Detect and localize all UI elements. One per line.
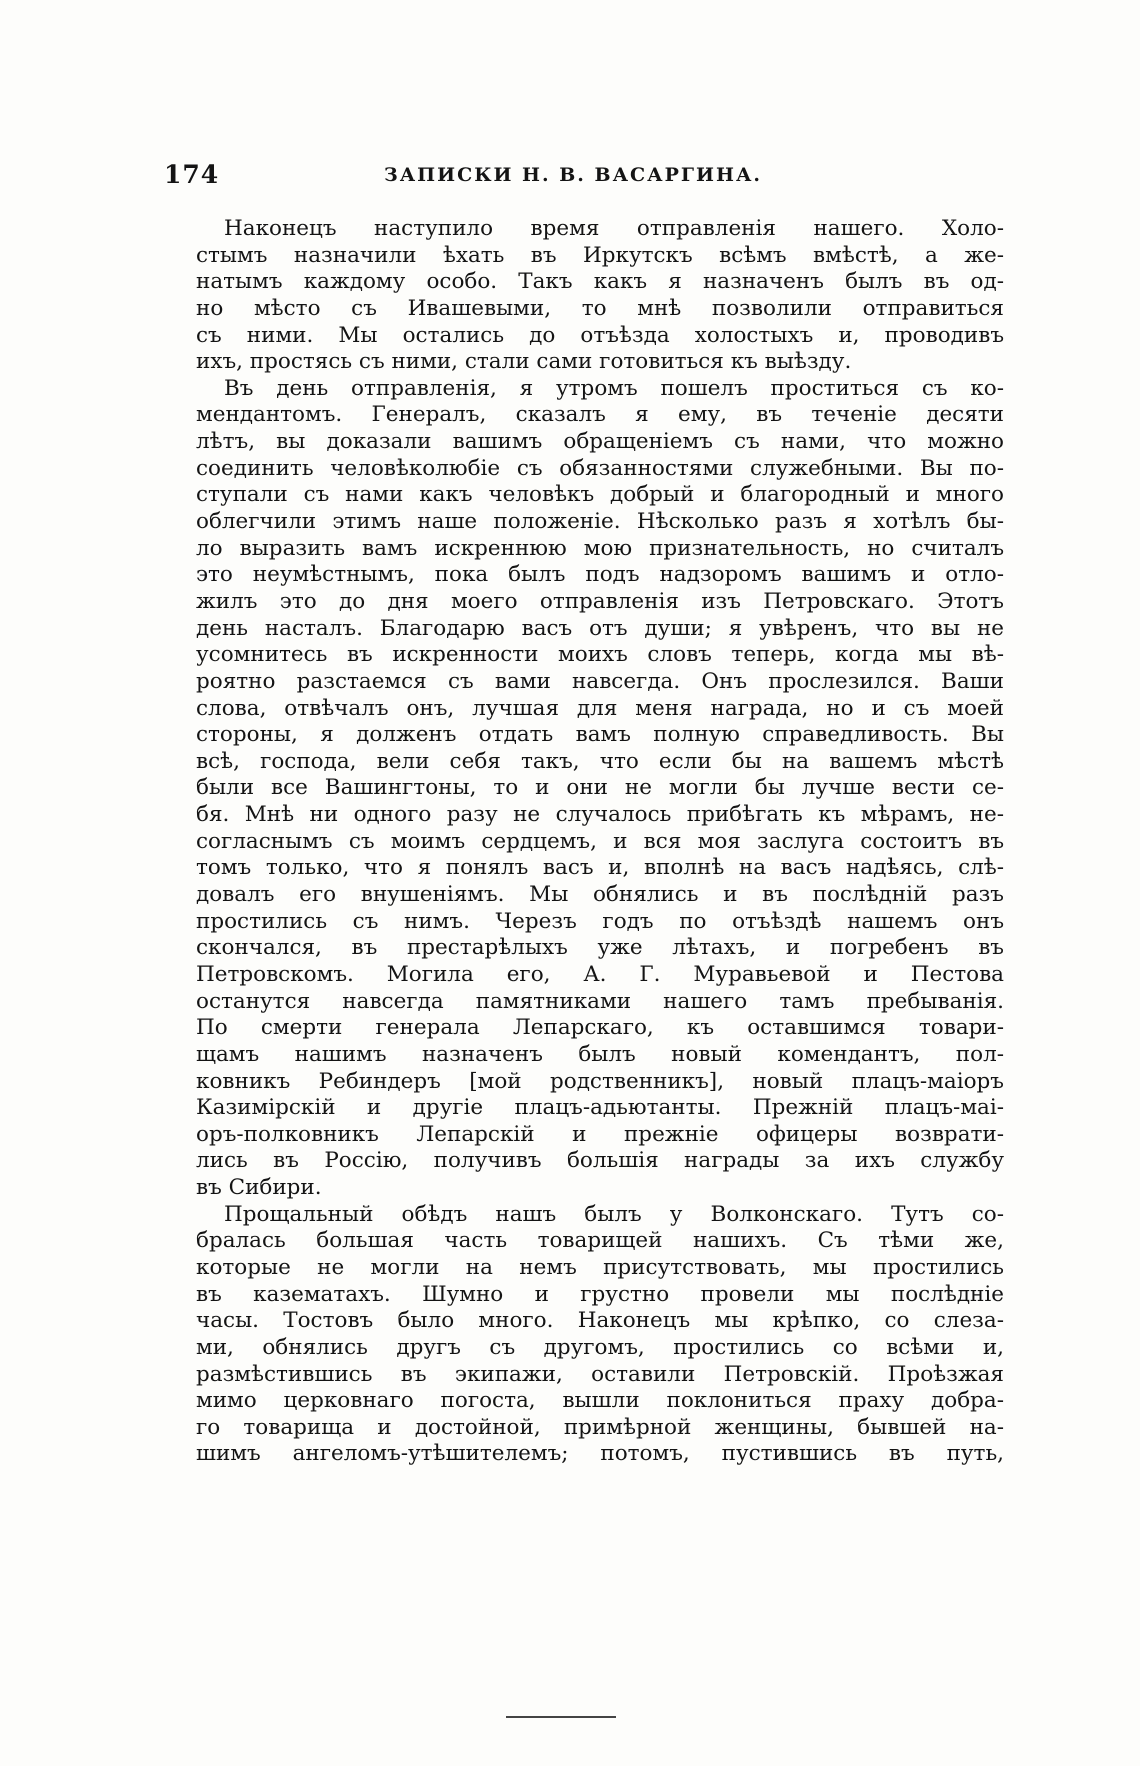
text-line: роятно разстаемся съ вами навсегда. Онъ прослезился. Ваши (196, 668, 1004, 694)
text-line: бралась большая часть товарищей нашихъ. Съ тѣми же, (196, 1228, 1004, 1254)
text-line: облегчили этимъ наше положеніе. Нѣсколько разъ я хотѣлъ бы- (196, 509, 1004, 535)
text-line: останутся навсегда памятниками нашего тамъ пребыванія. (196, 988, 1004, 1014)
text-line: размѣстившись въ экипажи, оставили Петровскій. Проѣзжая (196, 1361, 1004, 1387)
text-line: щамъ нашимъ назначенъ былъ новый комендантъ, пол- (196, 1041, 1004, 1067)
text-line: въ Сибири. (196, 1175, 322, 1201)
running-title: ЗАПИСКИ Н. В. ВАСАРГИНА. (384, 164, 763, 186)
text-line: всѣ, господа, вели себя такъ, что если бы на вашемъ мѣстѣ (196, 748, 1004, 774)
text-line: мимо церковнаго погоста, вышли поклониться праху добра- (196, 1388, 1004, 1414)
body-text (196, 216, 1004, 1468)
page-number: 174 (164, 160, 220, 189)
text-line: часы. Тостовъ было много. Наконецъ мы крѣпко, со слеза- (196, 1308, 1004, 1334)
bottom-rule (506, 1716, 616, 1718)
text-line: ковникъ Ребиндеръ [мой родственникъ], новый плацъ-маіоръ (196, 1068, 1004, 1094)
text-line: лись въ Россію, получивъ большія награды за ихъ службу (196, 1148, 1004, 1174)
text-line: были все Вашингтоны, то и они не могли бы лучше вести се- (196, 775, 1004, 801)
text-line: Прощальный обѣдъ нашъ былъ у Волконскаго. Тутъ со- (224, 1201, 1004, 1227)
text-line: слова, отвѣчалъ онъ, лучшая для меня награда, но и съ моей (196, 695, 1004, 721)
page-header (164, 160, 1004, 192)
text-line: въ казематахъ. Шумно и грустно провели мы послѣдніе (196, 1281, 1004, 1307)
text-line: ми, обнялись другъ съ другомъ, простились со всѣми и, (196, 1334, 1004, 1360)
text-line: Казимірскій и другіе плацъ-адьютанты. Прежній плацъ-маі- (196, 1095, 1004, 1121)
text-line: стымъ назначили ѣхать въ Иркутскъ всѣмъ вмѣстѣ, а же- (196, 242, 1004, 268)
text-line: оръ-полковникъ Лепарскій и прежніе офицеры возврати- (196, 1121, 1004, 1147)
text-line: но мѣсто съ Ивашевыми, то мнѣ позволили отправиться (196, 295, 1004, 321)
text-line: мендантомъ. Генералъ, сказалъ я ему, въ теченіе десяти (196, 402, 1004, 428)
text-line: лѣтъ, вы доказали вашимъ обращеніемъ съ нами, что можно (196, 429, 1004, 455)
text-line: ло выразить вамъ искреннюю мою признательность, но считалъ (196, 535, 1004, 561)
text-line: скончался, въ престарѣлыхъ уже лѣтахъ, и погребенъ въ (196, 935, 1004, 961)
text-line: По смерти генерала Лепарскаго, къ оставшимся товари- (196, 1015, 1004, 1041)
text-line: ступали съ нами какъ человѣкъ добрый и благородный и много (196, 482, 1004, 508)
text-line: стороны, я долженъ отдать вамъ полную справедливость. Вы (196, 722, 1004, 748)
text-line: это неумѣстнымъ, пока былъ подъ надзоромъ вашимъ и отло- (196, 562, 1004, 588)
text-line: съ ними. Мы остались до отъѣзда холостыхъ и, проводивъ (196, 322, 1004, 348)
text-line: томъ только, что я понялъ васъ и, вполнѣ на васъ надѣясь, слѣ- (196, 855, 1004, 881)
text-line: Наконецъ наступило время отправленія нашего. Холо- (224, 216, 1004, 241)
text-line: соединить человѣколюбіе съ обязанностями служебными. Вы по- (196, 455, 1004, 481)
text-line: бя. Мнѣ ни одного разу не случалось прибѣгать къ мѣрамъ, не- (196, 802, 1004, 828)
text-line: жилъ это до дня моего отправленія изъ Петровскаго. Этотъ (196, 588, 1004, 614)
text-line: ихъ, простясь съ ними, стали сами готовиться къ выѣзду. (196, 349, 852, 375)
text-line: которые не могли на немъ присутствовать, мы простились (196, 1254, 1004, 1280)
text-line: согласнымъ съ моимъ сердцемъ, и вся моя заслуга состоитъ въ (196, 828, 1004, 854)
text-line: простились съ нимъ. Черезъ годъ по отъѣздѣ нашемъ онъ (196, 908, 1004, 934)
text-line: Петровскомъ. Могила его, А. Г. Муравьевой и Пестова (196, 961, 1004, 987)
text-line: довалъ его внушеніямъ. Мы обнялись и въ послѣдній разъ (196, 882, 1004, 908)
text-line: Въ день отправленія, я утромъ пошелъ проститься съ ко- (224, 375, 1004, 401)
text-line: шимъ ангеломъ-утѣшителемъ; потомъ, пустившись въ путь, (196, 1441, 1004, 1467)
text-line: натымъ каждому особо. Такъ какъ я назначенъ былъ въ од- (196, 269, 1004, 295)
text-line: день насталъ. Благодарю васъ отъ души; я увѣренъ, что вы не (196, 615, 1004, 641)
text-line: усомнитесь въ искренности моихъ словъ теперь, когда мы вѣ- (196, 642, 1004, 668)
text-line: го товарища и достойной, примѣрной женщины, бывшей на- (196, 1414, 1004, 1440)
